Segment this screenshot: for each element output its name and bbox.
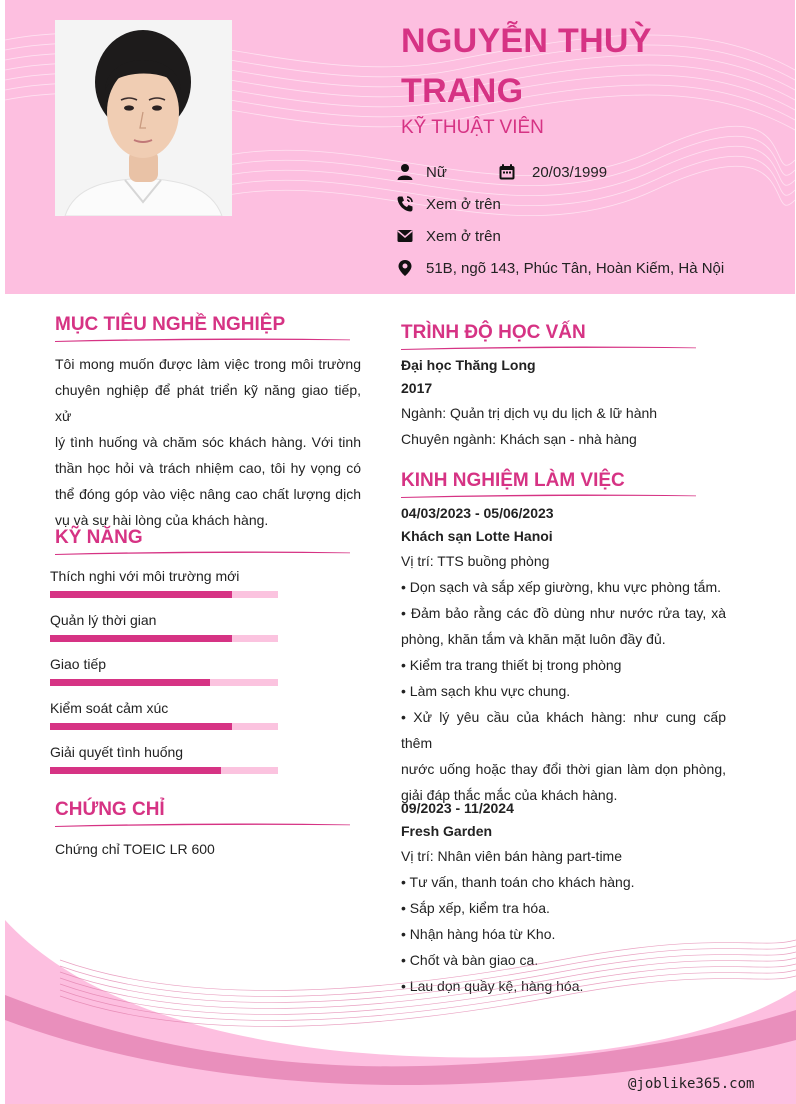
- objective-text: [55, 351, 361, 533]
- gender-item: [396, 163, 498, 181]
- objective-underline: [55, 337, 350, 343]
- job-duties: [401, 574, 726, 808]
- education-title: TRÌNH ĐỘ HỌC VẤN: [401, 322, 586, 343]
- duty-line: giải đáp thắc mắc của khách hàng.: [401, 787, 618, 803]
- skill-label: Kiểm soát cảm xúc: [50, 700, 169, 716]
- duty-line: • Kiểm tra trang thiết bị trong phòng: [401, 657, 622, 673]
- duty-line: • Lau dọn quầy kệ, hàng hóa.: [401, 978, 584, 994]
- gender-value: Nữ: [426, 163, 447, 181]
- skill-bar-fill: [50, 679, 210, 686]
- skill-bar: [50, 767, 278, 774]
- job-company: Khách sạn Lotte Hanoi: [401, 528, 553, 544]
- duty-line: • Làm sạch khu vực chung.: [401, 683, 571, 699]
- duty-line: • Sắp xếp, kiểm tra hóa.: [401, 900, 550, 916]
- skill-label: Giải quyết tình huống: [50, 744, 184, 760]
- school-name: Đại học Thăng Long: [401, 357, 536, 373]
- duty-line: • Tư vấn, thanh toán cho khách hàng.: [401, 874, 635, 890]
- graduation-year: 2017: [401, 380, 433, 396]
- profile-photo: [55, 20, 232, 216]
- job-position: Vị trí: TTS buồng phòng: [401, 553, 550, 569]
- skills-underline: [55, 550, 350, 556]
- experience-title: KINH NGHIỆM LÀM VIỆC: [401, 470, 625, 491]
- skill-bar: [50, 679, 278, 686]
- skill-bar-fill: [50, 635, 232, 642]
- email-value: Xem ở trên: [426, 227, 501, 245]
- calendar-icon: [498, 163, 516, 181]
- objective-line: thần học hỏi và trách nhiệm cao, tôi hy vọng có: [55, 460, 361, 476]
- objective-line: vụ và sự hài lòng của khách hàng.: [55, 512, 269, 528]
- footer-wave-decoration: [0, 900, 796, 1104]
- info-row-email: [396, 225, 501, 247]
- job-company: Fresh Garden: [401, 823, 493, 839]
- envelope-icon: [396, 227, 414, 245]
- duty-line: • Nhận hàng hóa từ Kho.: [401, 926, 556, 942]
- objective-line: chuyên nghiệp để phát triển kỹ năng giao tiếp, xử: [55, 382, 361, 424]
- header-banner: [5, 0, 795, 294]
- skill-bar-fill: [50, 723, 232, 730]
- address-value: 51B, ngõ 143, Phúc Tân, Hoàn Kiếm, Hà Nội: [426, 259, 725, 277]
- job-position: Vị trí: Nhân viên bán hàng part-time: [401, 848, 623, 864]
- skill-bar: [50, 723, 278, 730]
- experience-underline: [401, 493, 696, 499]
- skill-bar: [50, 635, 278, 642]
- certificate-item: Chứng chỉ TOEIC LR 600: [55, 841, 215, 857]
- duty-line: • Dọn sạch và sắp xếp giường, khu vực phòng tắm.: [401, 579, 721, 595]
- job-period: 09/2023 - 11/2024: [401, 800, 514, 816]
- objective-line: thể đóng góp vào việc nâng cao chất lượng dịch: [55, 486, 361, 502]
- skill-bar-fill: [50, 591, 232, 598]
- phone-icon: [396, 195, 414, 213]
- skill-label: Giao tiếp: [50, 656, 107, 672]
- skill-label: Thích nghi với môi trường mới: [50, 568, 240, 584]
- duty-line: • Chốt và bàn giao ca.: [401, 952, 539, 968]
- job-period: 04/03/2023 - 05/06/2023: [401, 505, 554, 521]
- education-specialization: Chuyên ngành: Khách sạn - nhà hàng: [401, 431, 637, 447]
- job-title: KỸ THUẬT VIÊN: [401, 117, 544, 138]
- location-pin-icon: [396, 259, 414, 277]
- skill-bar-fill: [50, 767, 221, 774]
- portrait-image: [55, 20, 232, 216]
- duty-line: • Xử lý yêu cầu của khách hàng: như cung cấp thêm: [401, 709, 726, 751]
- skill-bar: [50, 591, 278, 598]
- certificates-underline: [55, 822, 350, 828]
- duty-line: phòng, khăn tắm và khăn mặt luôn đầy đủ.: [401, 631, 666, 647]
- skills-title: KỸ NĂNG: [55, 527, 143, 548]
- phone-value: Xem ở trên: [426, 195, 501, 213]
- objective-title: MỤC TIÊU NGHỀ NGHIỆP: [55, 314, 286, 335]
- skill-label: Quản lý thời gian: [50, 612, 157, 628]
- objective-line: Tôi mong muốn được làm việc trong môi trường: [55, 356, 361, 372]
- education-underline: [401, 345, 696, 351]
- info-row-personal: [396, 161, 607, 183]
- birthdate-value: 20/03/1999: [532, 163, 608, 181]
- birthdate-item: [498, 163, 607, 181]
- user-icon: [396, 163, 414, 181]
- duty-line: nước uống hoặc thay đổi thời gian làm dọn phòng,: [401, 761, 726, 777]
- certificates-title: CHỨNG CHỈ: [55, 799, 165, 820]
- info-row-phone: [396, 193, 501, 215]
- candidate-name: NGUYỄN THUỲ TRANG: [401, 22, 652, 110]
- education-major: Ngành: Quản trị dịch vụ du lịch & lữ hành: [401, 405, 658, 421]
- duty-line: • Đảm bảo rằng các đồ dùng như nước rửa tay, xà: [401, 605, 726, 621]
- info-row-address: [396, 257, 724, 279]
- website-watermark: @joblike365.com: [628, 1076, 755, 1092]
- objective-line: lý tình huống và chăm sóc khách hàng. Với tinh: [55, 434, 361, 450]
